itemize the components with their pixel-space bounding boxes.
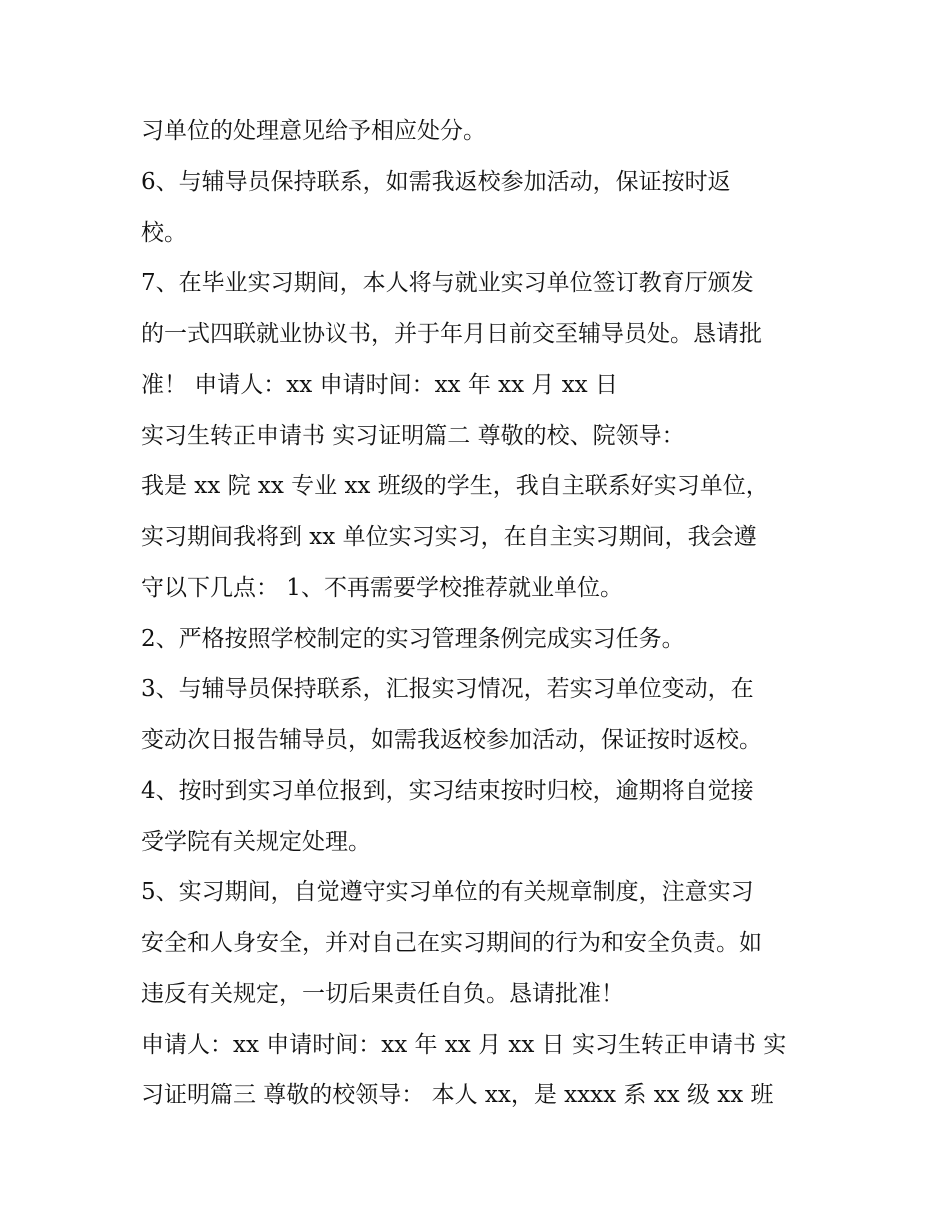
text-line: 的一式四联就业协议书，并于年月日前交至辅导员处。恳请批: [141, 321, 762, 347]
text-line: 准！ 申请人：xx 申请时间：xx 年 xx 月 xx 日: [141, 372, 618, 398]
text-line: 安全和人身安全，并对自己在实习期间的行为和安全负责。如: [141, 930, 762, 956]
text-line: 违反有关规定，一切后果责任自负。恳请批准！: [141, 981, 624, 1007]
text-line: 守以下几点： 1、不再需要学校推荐就业单位。: [141, 575, 623, 601]
text-line: 我是 xx 院 xx 专业 xx 班级的学生，我自主联系好实习单位，: [141, 473, 769, 499]
text-line: 变动次日报告辅导员，如需我返校参加活动，保证按时返校。: [141, 727, 762, 753]
text-line: 5、实习期间，自觉遵守实习单位的有关规章制度，注意实习: [141, 879, 754, 905]
text-line: 习证明篇三 尊敬的校领导： 本人 xx，是 xxxx 系 xx 级 xx 班: [141, 1082, 774, 1108]
text-line: 3、与辅导员保持联系，汇报实习情况，若实习单位变动，在: [141, 676, 754, 702]
text-line: 7、在毕业实习期间，本人将与就业实习单位签订教育厅颁发: [141, 270, 754, 296]
text-line: 2、严格按照学校制定的实习管理条例完成实习任务。: [141, 626, 685, 652]
text-line: 实习生转正申请书 实习证明篇二 尊敬的校、院领导：: [141, 423, 685, 449]
text-line: 习单位的处理意见给予相应处分。: [141, 118, 486, 144]
text-line: 实习期间我将到 xx 单位实习实习，在自主实习期间，我会遵: [141, 524, 757, 550]
text-line: 4、按时到实习单位报到，实习结束按时归校，逾期将自觉接: [141, 778, 754, 804]
text-line: 校。: [141, 220, 187, 246]
text-line: 申请人：xx 申请时间：xx 年 xx 月 xx 日 实习生转正申请书 实: [141, 1032, 787, 1058]
text-line: 6、与辅导员保持联系，如需我返校参加活动，保证按时返: [141, 169, 731, 195]
text-line: 受学院有关规定处理。: [141, 829, 371, 855]
